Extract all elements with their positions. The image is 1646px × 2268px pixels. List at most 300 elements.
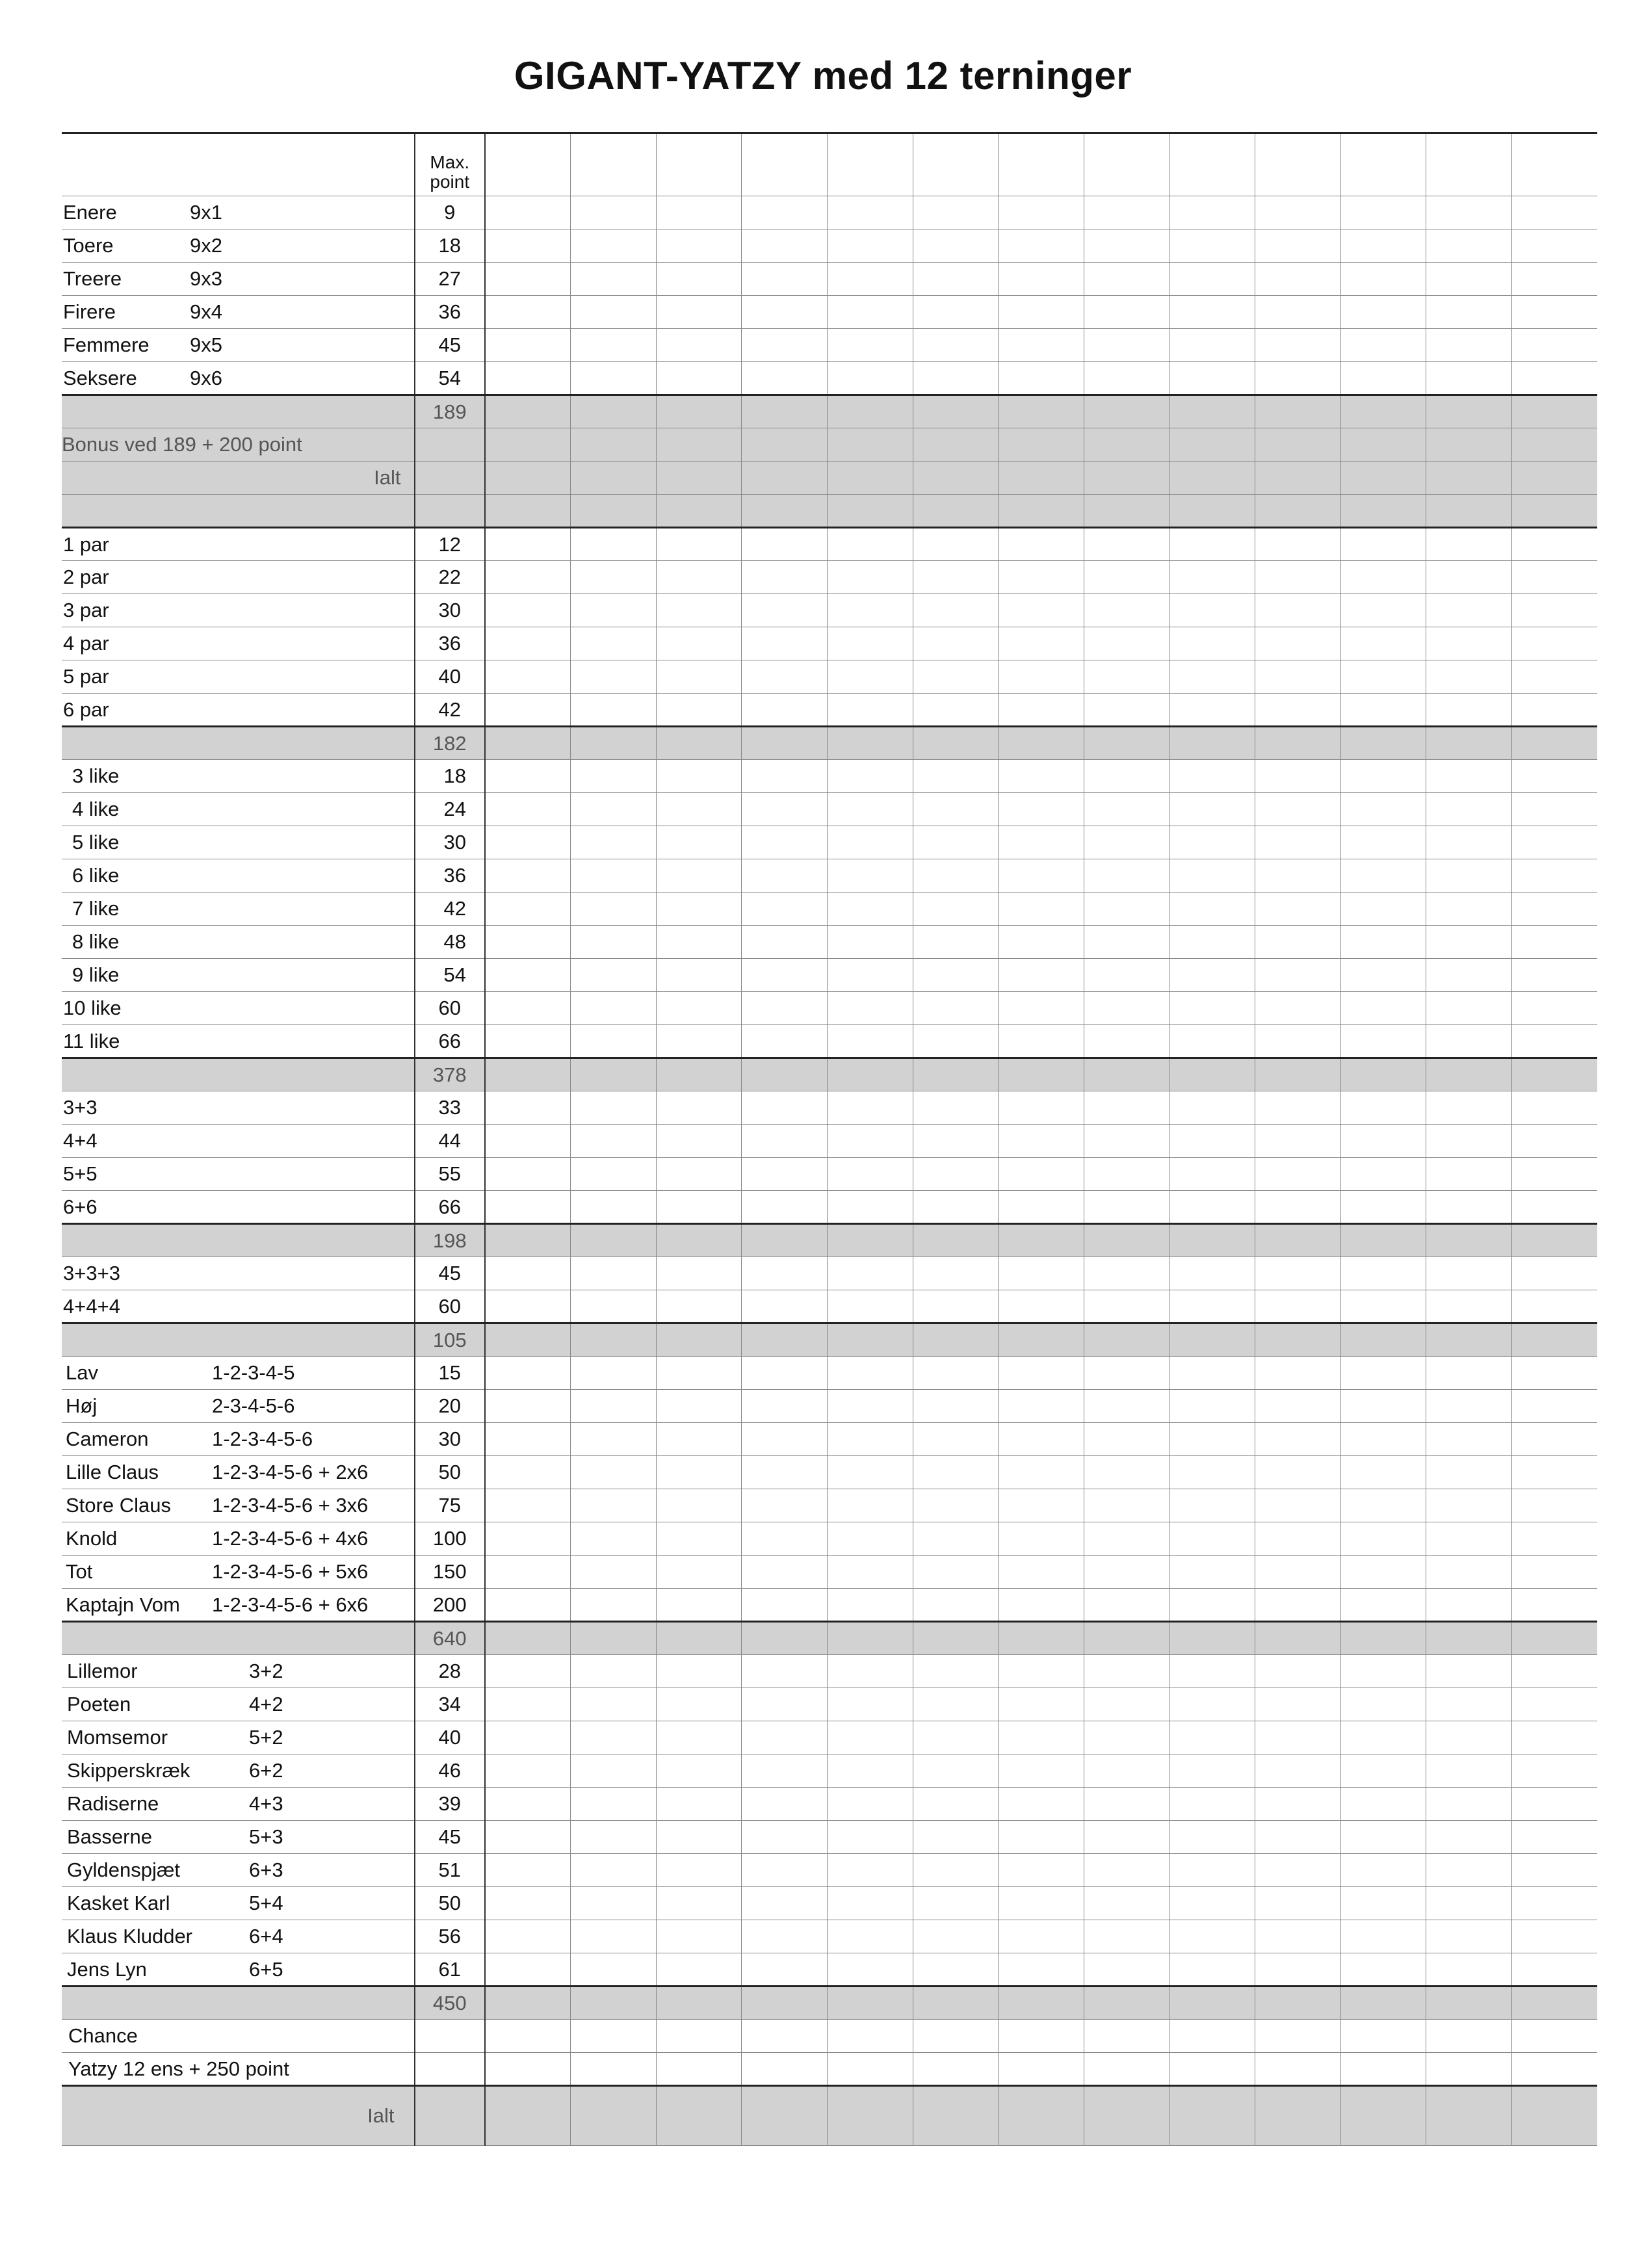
row-player-4-cell[interactable] [742,1025,828,1058]
yatzy-player-5-cell[interactable] [827,2053,913,2086]
row-player-5-cell[interactable] [827,1091,913,1125]
row-player-5-cell[interactable] [827,1191,913,1224]
row-player-10-cell[interactable] [1255,1655,1341,1688]
row-player-10-cell[interactable] [1255,1390,1341,1423]
row-player-7-cell[interactable] [999,859,1084,893]
row-player-2-cell[interactable] [571,859,657,893]
yatzy-player-2-cell[interactable] [571,2053,657,2086]
row-player-3-cell[interactable] [656,1556,742,1589]
row-player-8-cell[interactable] [1084,1556,1169,1589]
row-player-5-cell[interactable] [827,1589,913,1622]
row-player-1-cell[interactable] [485,1025,571,1058]
row-player-2-cell[interactable] [571,528,657,561]
row-player-8-cell[interactable] [1084,561,1169,594]
row-player-12-cell[interactable] [1426,1423,1512,1456]
header-player-8-cell[interactable] [1084,133,1169,196]
spacer-player-1-cell[interactable] [485,495,571,528]
row-player-13-cell[interactable] [1511,1025,1597,1058]
subtotal-player-4-cell[interactable] [742,1987,828,2020]
row-player-8-cell[interactable] [1084,926,1169,959]
row-player-1-cell[interactable] [485,1522,571,1556]
subtotal-player-11-cell[interactable] [1340,1058,1426,1091]
row-player-3-cell[interactable] [656,1788,742,1821]
row-player-2-cell[interactable] [571,1158,657,1191]
row-player-4-cell[interactable] [742,859,828,893]
row-player-7-cell[interactable] [999,329,1084,362]
row-player-2-cell[interactable] [571,229,657,263]
row-player-7-cell[interactable] [999,362,1084,395]
row-player-1-cell[interactable] [485,229,571,263]
upper-total-player-1-cell[interactable] [485,462,571,495]
row-player-12-cell[interactable] [1426,1025,1512,1058]
row-player-7-cell[interactable] [999,1257,1084,1290]
row-player-6-cell[interactable] [913,1854,999,1887]
row-player-4-cell[interactable] [742,660,828,694]
row-player-1-cell[interactable] [485,992,571,1025]
row-player-12-cell[interactable] [1426,893,1512,926]
row-player-11-cell[interactable] [1340,1655,1426,1688]
row-player-10-cell[interactable] [1255,992,1341,1025]
subtotal-player-12-cell[interactable] [1426,1058,1512,1091]
row-player-11-cell[interactable] [1340,1158,1426,1191]
subtotal-player-4-cell[interactable] [742,1224,828,1257]
subtotal-player-6-cell[interactable] [913,1323,999,1357]
row-player-8-cell[interactable] [1084,1821,1169,1854]
subtotal-player-5-cell[interactable] [827,1987,913,2020]
row-player-10-cell[interactable] [1255,627,1341,660]
row-player-2-cell[interactable] [571,1920,657,1953]
row-player-5-cell[interactable] [827,1357,913,1390]
row-player-6-cell[interactable] [913,229,999,263]
row-player-2-cell[interactable] [571,1887,657,1920]
row-player-4-cell[interactable] [742,1091,828,1125]
row-player-7-cell[interactable] [999,1821,1084,1854]
row-player-1-cell[interactable] [485,1191,571,1224]
chance-player-3-cell[interactable] [656,2020,742,2053]
grand-total-player-13-cell[interactable] [1511,2086,1597,2146]
subtotal-player-12-cell[interactable] [1426,1323,1512,1357]
row-player-8-cell[interactable] [1084,992,1169,1025]
row-player-6-cell[interactable] [913,1788,999,1821]
row-player-6-cell[interactable] [913,694,999,727]
subtotal-player-9-cell[interactable] [1169,1058,1255,1091]
row-player-3-cell[interactable] [656,1754,742,1788]
row-player-13-cell[interactable] [1511,1953,1597,1987]
row-player-3-cell[interactable] [656,263,742,296]
row-player-9-cell[interactable] [1169,1091,1255,1125]
row-player-13-cell[interactable] [1511,1125,1597,1158]
row-player-12-cell[interactable] [1426,1655,1512,1688]
row-player-6-cell[interactable] [913,1688,999,1721]
bonus-player-12-cell[interactable] [1426,428,1512,462]
bonus-player-8-cell[interactable] [1084,428,1169,462]
row-player-10-cell[interactable] [1255,1025,1341,1058]
subtotal-player-7-cell[interactable] [999,1987,1084,2020]
row-player-12-cell[interactable] [1426,1158,1512,1191]
row-player-4-cell[interactable] [742,627,828,660]
row-player-5-cell[interactable] [827,859,913,893]
row-player-11-cell[interactable] [1340,1887,1426,1920]
grand-total-player-11-cell[interactable] [1340,2086,1426,2146]
row-player-1-cell[interactable] [485,1854,571,1887]
spacer-player-10-cell[interactable] [1255,495,1341,528]
row-player-12-cell[interactable] [1426,296,1512,329]
row-player-9-cell[interactable] [1169,793,1255,826]
row-player-9-cell[interactable] [1169,959,1255,992]
row-player-5-cell[interactable] [827,1920,913,1953]
row-player-8-cell[interactable] [1084,1489,1169,1522]
header-player-3-cell[interactable] [656,133,742,196]
spacer-player-12-cell[interactable] [1426,495,1512,528]
row-player-10-cell[interactable] [1255,1920,1341,1953]
row-player-9-cell[interactable] [1169,528,1255,561]
yatzy-player-9-cell[interactable] [1169,2053,1255,2086]
row-player-7-cell[interactable] [999,1721,1084,1754]
row-player-9-cell[interactable] [1169,1522,1255,1556]
grand-total-player-6-cell[interactable] [913,2086,999,2146]
row-player-7-cell[interactable] [999,893,1084,926]
row-player-12-cell[interactable] [1426,760,1512,793]
row-player-1-cell[interactable] [485,1953,571,1987]
row-player-6-cell[interactable] [913,959,999,992]
row-player-11-cell[interactable] [1340,362,1426,395]
row-player-3-cell[interactable] [656,760,742,793]
row-player-12-cell[interactable] [1426,1357,1512,1390]
row-player-11-cell[interactable] [1340,893,1426,926]
header-player-10-cell[interactable] [1255,133,1341,196]
row-player-8-cell[interactable] [1084,362,1169,395]
chance-player-2-cell[interactable] [571,2020,657,2053]
row-player-1-cell[interactable] [485,926,571,959]
row-player-10-cell[interactable] [1255,1257,1341,1290]
row-player-13-cell[interactable] [1511,1357,1597,1390]
header-player-13-cell[interactable] [1511,133,1597,196]
subtotal-player-6-cell[interactable] [913,1987,999,2020]
row-player-8-cell[interactable] [1084,196,1169,229]
row-player-13-cell[interactable] [1511,263,1597,296]
subtotal-player-9-cell[interactable] [1169,1224,1255,1257]
row-player-6-cell[interactable] [913,826,999,859]
bonus-player-10-cell[interactable] [1255,428,1341,462]
row-player-7-cell[interactable] [999,296,1084,329]
row-player-4-cell[interactable] [742,1390,828,1423]
subtotal-player-13-cell[interactable] [1511,395,1597,428]
subtotal-player-6-cell[interactable] [913,1622,999,1655]
row-player-11-cell[interactable] [1340,1091,1426,1125]
row-player-2-cell[interactable] [571,1191,657,1224]
row-player-12-cell[interactable] [1426,1390,1512,1423]
row-player-6-cell[interactable] [913,1920,999,1953]
yatzy-player-7-cell[interactable] [999,2053,1084,2086]
row-player-6-cell[interactable] [913,1522,999,1556]
row-player-6-cell[interactable] [913,926,999,959]
row-player-7-cell[interactable] [999,1854,1084,1887]
row-player-9-cell[interactable] [1169,362,1255,395]
row-player-2-cell[interactable] [571,1025,657,1058]
header-player-9-cell[interactable] [1169,133,1255,196]
row-player-6-cell[interactable] [913,1721,999,1754]
yatzy-player-4-cell[interactable] [742,2053,828,2086]
upper-total-player-4-cell[interactable] [742,462,828,495]
row-player-3-cell[interactable] [656,1423,742,1456]
row-player-1-cell[interactable] [485,561,571,594]
row-player-11-cell[interactable] [1340,594,1426,627]
row-player-9-cell[interactable] [1169,229,1255,263]
bonus-player-5-cell[interactable] [827,428,913,462]
row-player-6-cell[interactable] [913,893,999,926]
row-player-10-cell[interactable] [1255,1754,1341,1788]
row-player-7-cell[interactable] [999,1754,1084,1788]
subtotal-player-3-cell[interactable] [656,1622,742,1655]
row-player-10-cell[interactable] [1255,1688,1341,1721]
header-player-11-cell[interactable] [1340,133,1426,196]
row-player-7-cell[interactable] [999,1788,1084,1821]
subtotal-player-1-cell[interactable] [485,1323,571,1357]
upper-total-player-2-cell[interactable] [571,462,657,495]
row-player-11-cell[interactable] [1340,1257,1426,1290]
row-player-7-cell[interactable] [999,1091,1084,1125]
row-player-13-cell[interactable] [1511,296,1597,329]
row-player-5-cell[interactable] [827,1125,913,1158]
subtotal-player-11-cell[interactable] [1340,727,1426,760]
row-player-7-cell[interactable] [999,1522,1084,1556]
row-player-3-cell[interactable] [656,1091,742,1125]
row-player-12-cell[interactable] [1426,1290,1512,1323]
row-player-1-cell[interactable] [485,1091,571,1125]
row-player-3-cell[interactable] [656,1887,742,1920]
row-player-6-cell[interactable] [913,859,999,893]
row-player-12-cell[interactable] [1426,1556,1512,1589]
subtotal-player-11-cell[interactable] [1340,395,1426,428]
row-player-4-cell[interactable] [742,196,828,229]
row-player-11-cell[interactable] [1340,1489,1426,1522]
row-player-2-cell[interactable] [571,992,657,1025]
upper-total-player-7-cell[interactable] [999,462,1084,495]
grand-total-player-5-cell[interactable] [827,2086,913,2146]
row-player-12-cell[interactable] [1426,1125,1512,1158]
row-player-13-cell[interactable] [1511,694,1597,727]
row-player-3-cell[interactable] [656,1158,742,1191]
row-player-1-cell[interactable] [485,1721,571,1754]
row-player-11-cell[interactable] [1340,1125,1426,1158]
subtotal-player-7-cell[interactable] [999,1224,1084,1257]
row-player-10-cell[interactable] [1255,561,1341,594]
row-player-8-cell[interactable] [1084,793,1169,826]
row-player-6-cell[interactable] [913,1953,999,1987]
row-player-5-cell[interactable] [827,627,913,660]
row-player-10-cell[interactable] [1255,229,1341,263]
row-player-2-cell[interactable] [571,1423,657,1456]
row-player-1-cell[interactable] [485,1423,571,1456]
row-player-5-cell[interactable] [827,1489,913,1522]
row-player-12-cell[interactable] [1426,959,1512,992]
row-player-9-cell[interactable] [1169,594,1255,627]
subtotal-player-12-cell[interactable] [1426,727,1512,760]
row-player-10-cell[interactable] [1255,1423,1341,1456]
row-player-8-cell[interactable] [1084,1456,1169,1489]
row-player-11-cell[interactable] [1340,793,1426,826]
row-player-3-cell[interactable] [656,1522,742,1556]
subtotal-player-5-cell[interactable] [827,1224,913,1257]
row-player-12-cell[interactable] [1426,1887,1512,1920]
row-player-9-cell[interactable] [1169,1655,1255,1688]
row-player-6-cell[interactable] [913,1357,999,1390]
row-player-3-cell[interactable] [656,826,742,859]
row-player-6-cell[interactable] [913,1390,999,1423]
row-player-10-cell[interactable] [1255,1556,1341,1589]
header-player-7-cell[interactable] [999,133,1084,196]
row-player-13-cell[interactable] [1511,1920,1597,1953]
row-player-10-cell[interactable] [1255,1125,1341,1158]
row-player-5-cell[interactable] [827,1721,913,1754]
row-player-6-cell[interactable] [913,528,999,561]
row-player-5-cell[interactable] [827,926,913,959]
subtotal-player-12-cell[interactable] [1426,1224,1512,1257]
row-player-1-cell[interactable] [485,859,571,893]
row-player-13-cell[interactable] [1511,893,1597,926]
row-player-4-cell[interactable] [742,296,828,329]
row-player-3-cell[interactable] [656,859,742,893]
row-player-9-cell[interactable] [1169,1489,1255,1522]
chance-player-13-cell[interactable] [1511,2020,1597,2053]
row-player-4-cell[interactable] [742,362,828,395]
row-player-2-cell[interactable] [571,1953,657,1987]
row-player-5-cell[interactable] [827,362,913,395]
yatzy-player-11-cell[interactable] [1340,2053,1426,2086]
row-player-8-cell[interactable] [1084,1423,1169,1456]
subtotal-player-6-cell[interactable] [913,1224,999,1257]
header-player-12-cell[interactable] [1426,133,1512,196]
row-player-12-cell[interactable] [1426,793,1512,826]
subtotal-player-2-cell[interactable] [571,1987,657,2020]
subtotal-player-11-cell[interactable] [1340,1987,1426,2020]
row-player-13-cell[interactable] [1511,1423,1597,1456]
row-player-1-cell[interactable] [485,196,571,229]
subtotal-player-7-cell[interactable] [999,727,1084,760]
row-player-5-cell[interactable] [827,1158,913,1191]
row-player-1-cell[interactable] [485,1754,571,1788]
row-player-6-cell[interactable] [913,760,999,793]
row-player-5-cell[interactable] [827,1854,913,1887]
chance-player-7-cell[interactable] [999,2020,1084,2053]
row-player-1-cell[interactable] [485,1158,571,1191]
subtotal-player-8-cell[interactable] [1084,1622,1169,1655]
row-player-13-cell[interactable] [1511,1688,1597,1721]
row-player-6-cell[interactable] [913,263,999,296]
row-player-2-cell[interactable] [571,627,657,660]
row-player-2-cell[interactable] [571,1556,657,1589]
row-player-9-cell[interactable] [1169,1290,1255,1323]
subtotal-player-9-cell[interactable] [1169,1323,1255,1357]
subtotal-player-2-cell[interactable] [571,395,657,428]
row-player-10-cell[interactable] [1255,1290,1341,1323]
yatzy-player-3-cell[interactable] [656,2053,742,2086]
row-player-5-cell[interactable] [827,1887,913,1920]
row-player-13-cell[interactable] [1511,196,1597,229]
yatzy-player-10-cell[interactable] [1255,2053,1341,2086]
row-player-4-cell[interactable] [742,1754,828,1788]
row-player-6-cell[interactable] [913,660,999,694]
row-player-12-cell[interactable] [1426,1456,1512,1489]
row-player-4-cell[interactable] [742,528,828,561]
row-player-12-cell[interactable] [1426,329,1512,362]
row-player-10-cell[interactable] [1255,959,1341,992]
row-player-4-cell[interactable] [742,959,828,992]
row-player-9-cell[interactable] [1169,561,1255,594]
row-player-9-cell[interactable] [1169,893,1255,926]
subtotal-player-13-cell[interactable] [1511,1224,1597,1257]
row-player-3-cell[interactable] [656,1357,742,1390]
row-player-6-cell[interactable] [913,561,999,594]
row-player-11-cell[interactable] [1340,1191,1426,1224]
row-player-13-cell[interactable] [1511,1556,1597,1589]
row-player-13-cell[interactable] [1511,1390,1597,1423]
row-player-12-cell[interactable] [1426,1854,1512,1887]
row-player-4-cell[interactable] [742,1854,828,1887]
row-player-13-cell[interactable] [1511,1158,1597,1191]
row-player-10-cell[interactable] [1255,594,1341,627]
row-player-13-cell[interactable] [1511,627,1597,660]
row-player-12-cell[interactable] [1426,528,1512,561]
row-player-12-cell[interactable] [1426,1821,1512,1854]
spacer-player-5-cell[interactable] [827,495,913,528]
row-player-7-cell[interactable] [999,1556,1084,1589]
row-player-9-cell[interactable] [1169,660,1255,694]
chance-player-1-cell[interactable] [485,2020,571,2053]
row-player-4-cell[interactable] [742,1556,828,1589]
row-player-3-cell[interactable] [656,296,742,329]
row-player-1-cell[interactable] [485,1257,571,1290]
row-player-11-cell[interactable] [1340,528,1426,561]
row-player-12-cell[interactable] [1426,1721,1512,1754]
row-player-4-cell[interactable] [742,1522,828,1556]
row-player-10-cell[interactable] [1255,694,1341,727]
grand-total-player-4-cell[interactable] [742,2086,828,2146]
yatzy-player-6-cell[interactable] [913,2053,999,2086]
subtotal-player-2-cell[interactable] [571,1323,657,1357]
row-player-7-cell[interactable] [999,760,1084,793]
row-player-1-cell[interactable] [485,528,571,561]
row-player-12-cell[interactable] [1426,196,1512,229]
row-player-10-cell[interactable] [1255,1456,1341,1489]
row-player-3-cell[interactable] [656,1489,742,1522]
row-player-2-cell[interactable] [571,826,657,859]
row-player-2-cell[interactable] [571,1589,657,1622]
subtotal-player-2-cell[interactable] [571,1058,657,1091]
row-player-4-cell[interactable] [742,1125,828,1158]
subtotal-player-10-cell[interactable] [1255,727,1341,760]
row-player-6-cell[interactable] [913,1025,999,1058]
row-player-10-cell[interactable] [1255,1854,1341,1887]
row-player-1-cell[interactable] [485,760,571,793]
chance-player-8-cell[interactable] [1084,2020,1169,2053]
row-player-1-cell[interactable] [485,1788,571,1821]
row-player-6-cell[interactable] [913,992,999,1025]
row-player-1-cell[interactable] [485,694,571,727]
spacer-player-8-cell[interactable] [1084,495,1169,528]
subtotal-player-13-cell[interactable] [1511,1987,1597,2020]
chance-player-6-cell[interactable] [913,2020,999,2053]
row-player-10-cell[interactable] [1255,196,1341,229]
row-player-12-cell[interactable] [1426,1688,1512,1721]
row-player-3-cell[interactable] [656,1854,742,1887]
row-player-3-cell[interactable] [656,1290,742,1323]
row-player-7-cell[interactable] [999,793,1084,826]
row-player-1-cell[interactable] [485,1125,571,1158]
row-player-5-cell[interactable] [827,1257,913,1290]
row-player-3-cell[interactable] [656,362,742,395]
row-player-9-cell[interactable] [1169,1953,1255,1987]
